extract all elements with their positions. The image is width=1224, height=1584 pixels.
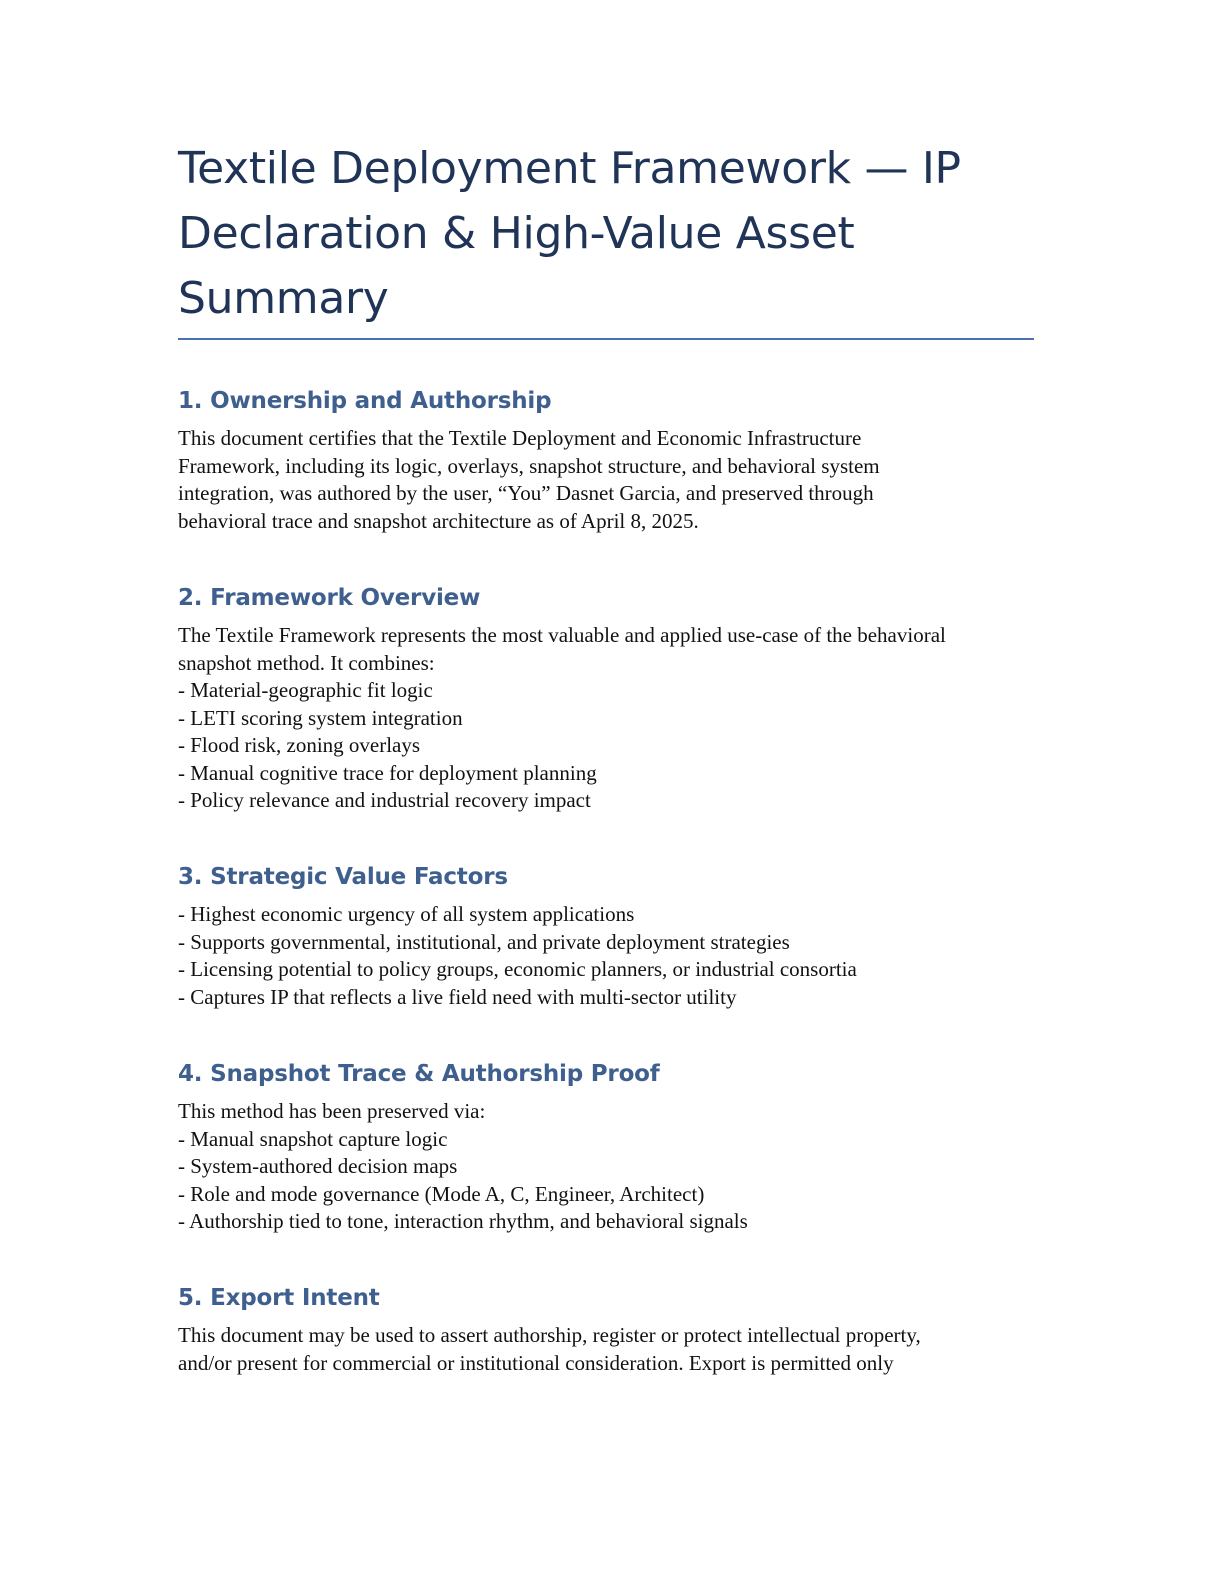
section-framework-overview [178,583,1034,815]
section-heading: 5. Export Intent [178,1285,380,1311]
list-item: - LETI scoring system integration [178,705,463,730]
section-snapshot-trace [178,1059,1034,1236]
list-item: - Licensing potential to policy groups, economic planners, or industrial consortia [178,957,857,981]
document-title [178,136,1034,331]
paragraph-line: behavioral trace and snapshot architecture as of April 8, 2025. [178,508,699,533]
list-item: - Manual snapshot capture logic [178,1126,448,1151]
paragraph-line: snapshot method. It combines: [178,650,435,675]
title-line: Summary [178,273,389,324]
paragraph-line: integration, was authored by the user, “You” Dasnet Garcia, and preserved through [178,481,874,505]
list-item: - Role and mode governance (Mode A, C, Engineer, Architect) [178,1181,705,1206]
title-divider [178,338,1034,340]
paragraph-line: Framework, including its logic, overlays, snapshot structure, and behavioral system [178,453,880,478]
list-item: - Highest economic urgency of all system applications [178,902,635,926]
list-item: - Authorship tied to tone, interaction rhythm, and behavioral signals [178,1209,748,1233]
section-heading: 2. Framework Overview [178,585,481,611]
list-item: - Material-geographic fit logic [178,678,433,702]
list-item: - Captures IP that reflects a live field need with multi-sector utility [178,984,737,1009]
section-heading: 1. Ownership and Authorship [178,388,552,414]
list-item: - Flood risk, zoning overlays [178,733,421,757]
section-heading: 4. Snapshot Trace & Authorship Proof [178,1061,660,1087]
list-item: - Policy relevance and industrial recovery impact [178,788,591,812]
paragraph-line: and/or present for commercial or institutional consideration. Export is permitted only [178,1350,894,1375]
section-ownership [178,386,1034,535]
list-item: - System-authored decision maps [178,1154,458,1178]
paragraph-line: This document may be used to assert authorship, register or protect intellectual property, [178,1323,921,1347]
paragraph-line: This document certifies that the Textile Deployment and Economic Infrastructure [178,426,862,450]
paragraph-line: This method has been preserved via: [178,1099,486,1123]
title-line: Textile Deployment Framework — IP [178,143,961,194]
section-export-intent [178,1283,1034,1377]
list-item: - Manual cognitive trace for deployment planning [178,760,597,785]
section-strategic-value [178,862,1034,1011]
title-line: Declaration & High-Value Asset [178,208,855,259]
section-heading: 3. Strategic Value Factors [178,864,508,890]
list-item: - Supports governmental, institutional, and private deployment strategies [178,929,790,954]
paragraph-line: The Textile Framework represents the most valuable and applied use-case of the behavioral [178,623,946,647]
